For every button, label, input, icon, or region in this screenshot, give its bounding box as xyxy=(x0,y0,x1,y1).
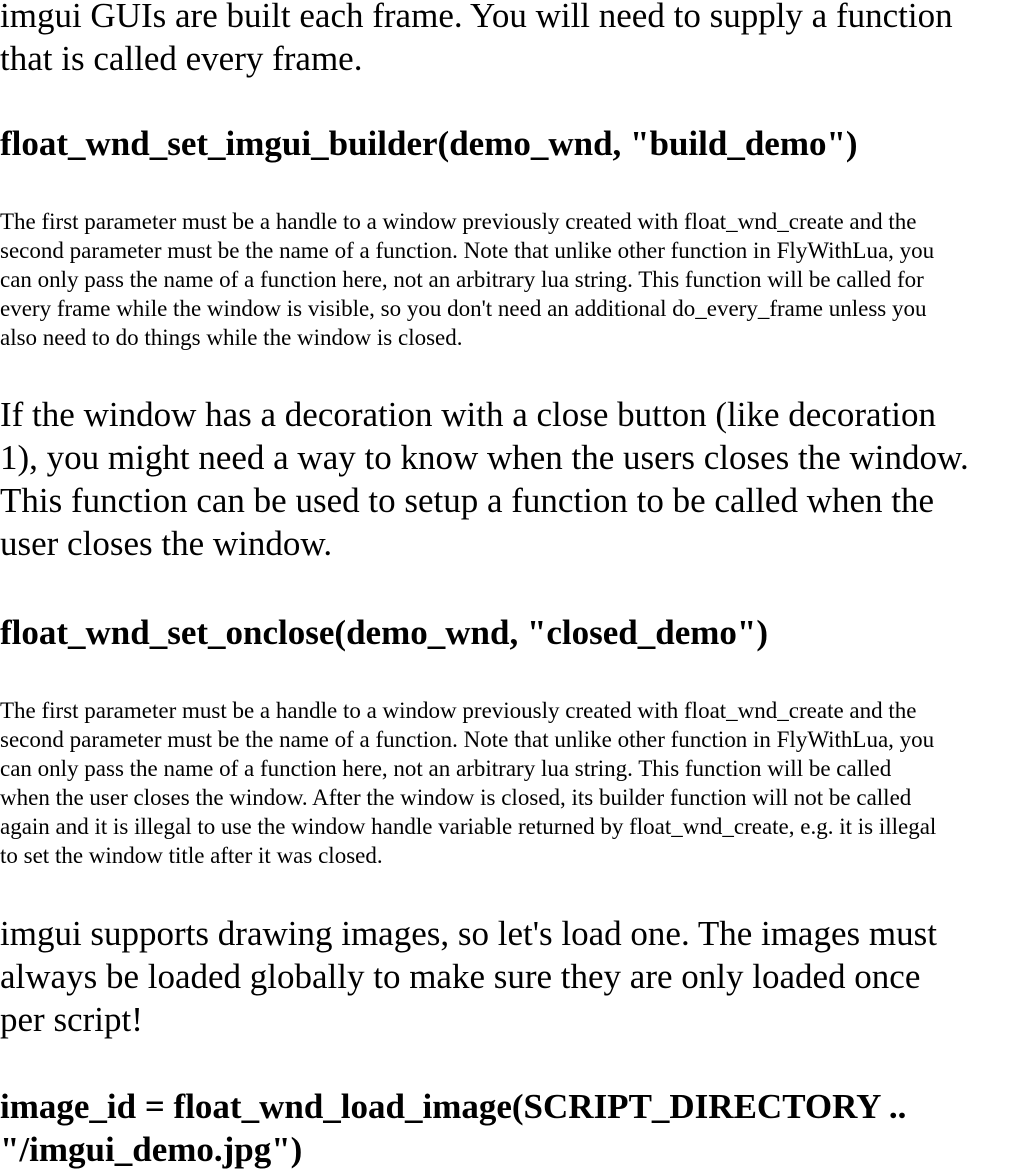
text-line: per script! xyxy=(0,1000,143,1039)
intro-paragraph xyxy=(0,0,953,80)
image-intro-paragraph xyxy=(0,912,937,1041)
code-line: image_id = float_wnd_load_image(SCRIPT_DIRECTORY .. xyxy=(0,1087,907,1126)
builder-description xyxy=(0,207,934,352)
text-line: to set the window title after it was closed. xyxy=(0,843,383,868)
text-line: when the user closes the window. After the window is closed, its builder function will not be called xyxy=(0,785,912,810)
code-line: float_wnd_set_onclose(demo_wnd, "closed_demo") xyxy=(0,613,769,652)
onclose-intro-paragraph xyxy=(0,393,969,565)
text-line: The first parameter must be a handle to a window previously created with float_wnd_create and the xyxy=(0,698,917,723)
text-line: second parameter must be the name of a function. Note that unlike other function in FlyWithLua, you xyxy=(0,238,935,263)
text-line: that is called every frame. xyxy=(0,39,363,78)
text-line: every frame while the window is visible, so you don't need an additional do_every_frame unless you xyxy=(0,296,927,321)
code-load-image xyxy=(0,1085,906,1171)
text-line: The first parameter must be a handle to a window previously created with float_wnd_create and the xyxy=(0,209,917,234)
text-line: user closes the window. xyxy=(0,524,333,563)
code-set-onclose xyxy=(0,611,768,654)
text-line: second parameter must be the name of a function. Note that unlike other function in FlyWithLua, you xyxy=(0,727,935,752)
code-line: float_wnd_set_imgui_builder(demo_wnd, "build_demo") xyxy=(0,124,858,163)
code-line: "/imgui_demo.jpg") xyxy=(0,1130,303,1169)
text-line: imgui supports drawing images, so let's load one. The images must xyxy=(0,914,937,953)
text-line: can only pass the name of a function here, not an arbitrary lua string. This function will be called xyxy=(0,756,892,781)
text-line: again and it is illegal to use the window handle variable returned by float_wnd_create, e.g. it is illegal xyxy=(0,814,937,839)
text-line: always be loaded globally to make sure they are only loaded once xyxy=(0,957,921,996)
text-line: also need to do things while the window is closed. xyxy=(0,325,463,350)
onclose-description xyxy=(0,696,936,870)
text-line: This function can be used to setup a function to be called when the xyxy=(0,481,935,520)
text-line: can only pass the name of a function here, not an arbitrary lua string. This function will be called for xyxy=(0,267,924,292)
text-line: If the window has a decoration with a close button (like decoration xyxy=(0,395,936,434)
text-line: imgui GUIs are built each frame. You will need to supply a function xyxy=(0,0,953,35)
text-line: 1), you might need a way to know when the users closes the window. xyxy=(0,438,969,477)
code-set-imgui-builder xyxy=(0,122,858,165)
